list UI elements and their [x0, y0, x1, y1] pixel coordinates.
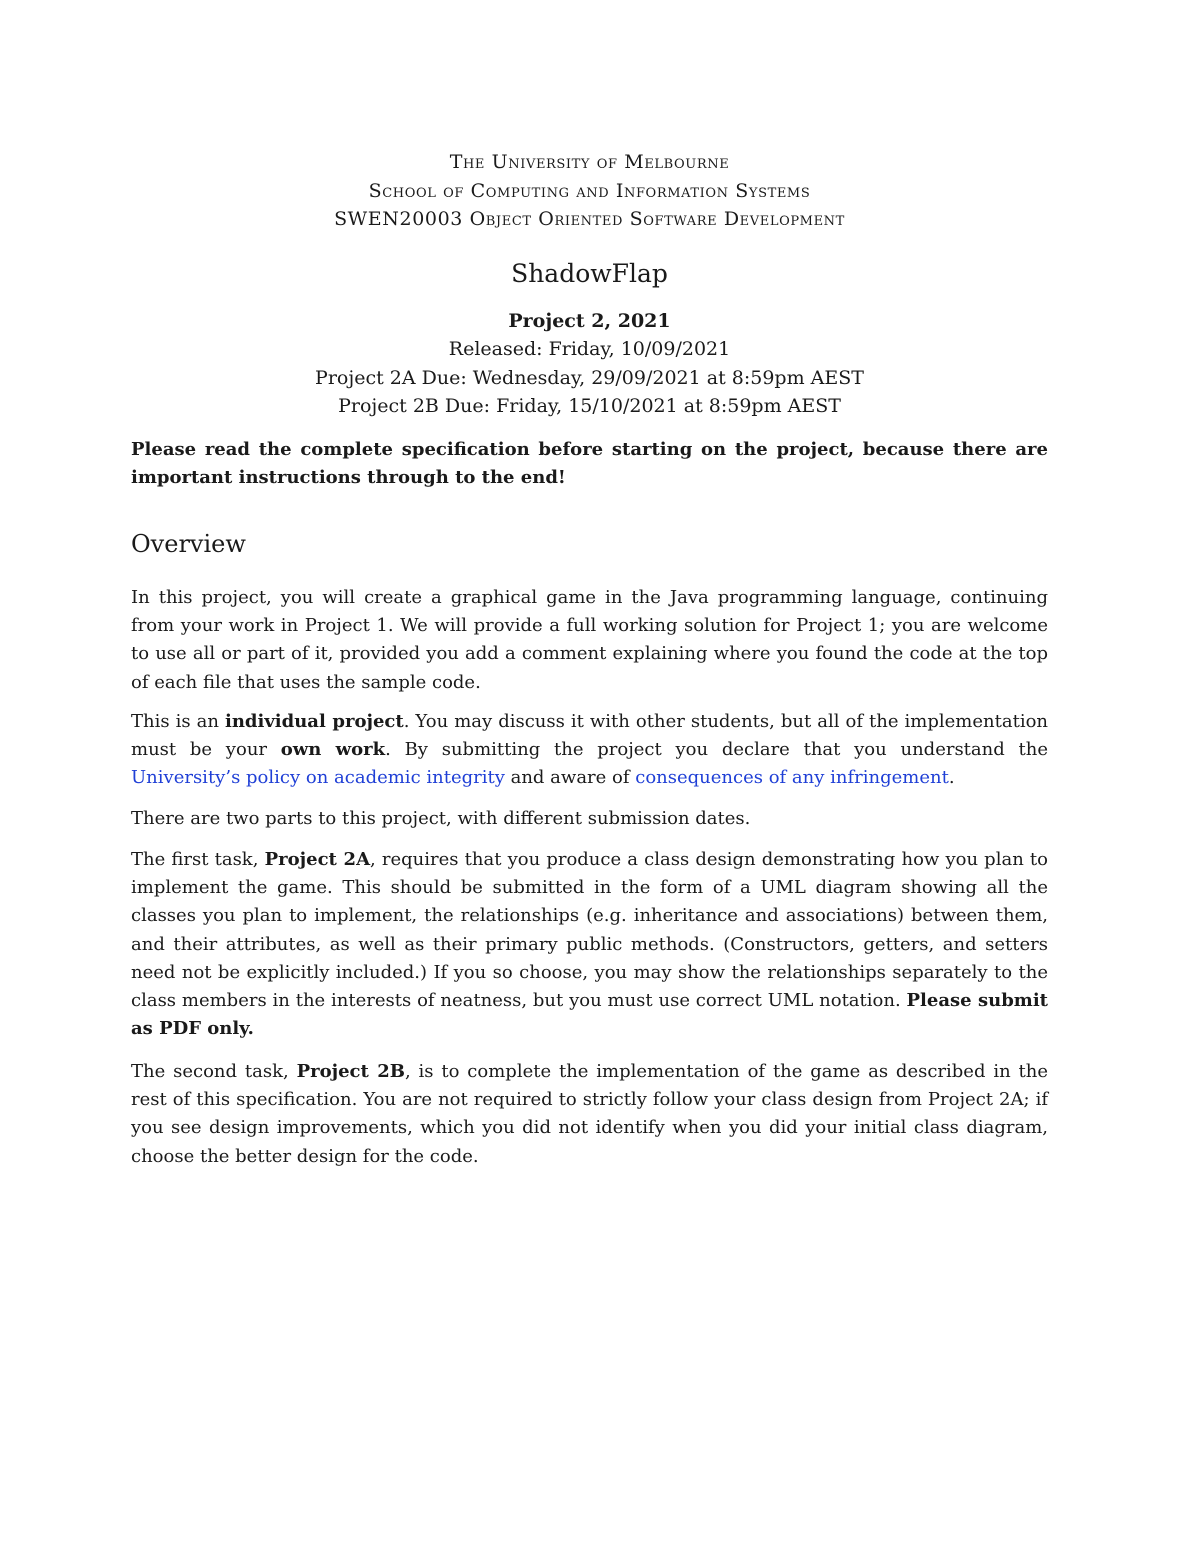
- text-span: . By submitting the project you declare that you understand the: [385, 739, 1048, 761]
- academic-integrity-link[interactable]: University’s policy on academic integrity: [131, 767, 505, 789]
- overview-paragraph-4: [131, 846, 1048, 1043]
- release-date: Released: Friday, 10/09/2021: [448, 338, 731, 360]
- infringement-link[interactable]: consequences of any infringement: [635, 767, 949, 789]
- read-spec-notice: Please read the complete specification before starting on the project, because there are important instructions through to the end!: [131, 439, 1048, 489]
- overview-paragraph-1: In this project, you will create a graphical game in the Java programming language, continuing from your work in Project 1. We will provide a full working solution for Project 1; you are welcome to use all or part of it, provided you add a comment explaining where you found the code at the top of each file that uses the sample code.: [131, 587, 1048, 693]
- due-date-2b: Project 2B Due: Friday, 15/10/2021 at 8:59pm AEST: [338, 395, 841, 417]
- title-block: [131, 148, 1048, 421]
- overview-paragraph-3: There are two parts to this project, with different submission dates.: [131, 808, 751, 829]
- document-title: ShadowFlap: [511, 258, 668, 288]
- overview-paragraph-5: [131, 1058, 1048, 1171]
- text-span: The first task,: [131, 849, 265, 870]
- university-name: The University of Melbourne: [449, 151, 730, 173]
- text-span: , requires that you produce a class design demonstrating how you plan to implement the game. This should be submitted in the form of a UML diagram showing all the classes you plan to implement, the relationships (e.g. inheritance and associations) between them, and their attributes, as well as their primary public methods. (Constructors, getters, and setters need not be explicitly included.) If you so choose, you may show the relationships separately to the class members in the interests of neatness, but you must use correct UML notation.: [131, 849, 1048, 1012]
- project-meta: [131, 307, 1048, 421]
- text-span: and aware of: [504, 767, 636, 789]
- bold-text: Please submit as PDF only.: [131, 990, 1048, 1040]
- project-label: Project 2, 2021: [508, 309, 671, 332]
- overview-paragraph-2: [131, 708, 1048, 793]
- bold-text: own work: [280, 739, 386, 761]
- bold-text: Project 2B: [296, 1061, 405, 1082]
- bold-text: Project 2A: [264, 849, 371, 870]
- text-span: The second task,: [131, 1061, 297, 1082]
- school-name: School of Computing and Information Systems: [368, 179, 811, 202]
- due-date-2a: Project 2A Due: Wednesday, 29/09/2021 at 8:59pm AEST: [315, 366, 864, 389]
- text-span: . You may discuss it with other students, but all of the implementation must be your: [131, 711, 1048, 761]
- text-span: This is an: [131, 711, 225, 732]
- course-name: SWEN20003 Object Oriented Software Development: [334, 208, 845, 230]
- text-span: , is to complete the implementation of the game as described in the rest of this specification. You are not required to strictly follow your class design from Project 2A; if you see design improvements, which you did not identify when you did your initial class diagram, choose the better design for the code.: [131, 1061, 1048, 1167]
- bold-text: individual project: [224, 711, 404, 732]
- text-span: .: [948, 767, 955, 789]
- overview-heading: Overview: [131, 530, 246, 558]
